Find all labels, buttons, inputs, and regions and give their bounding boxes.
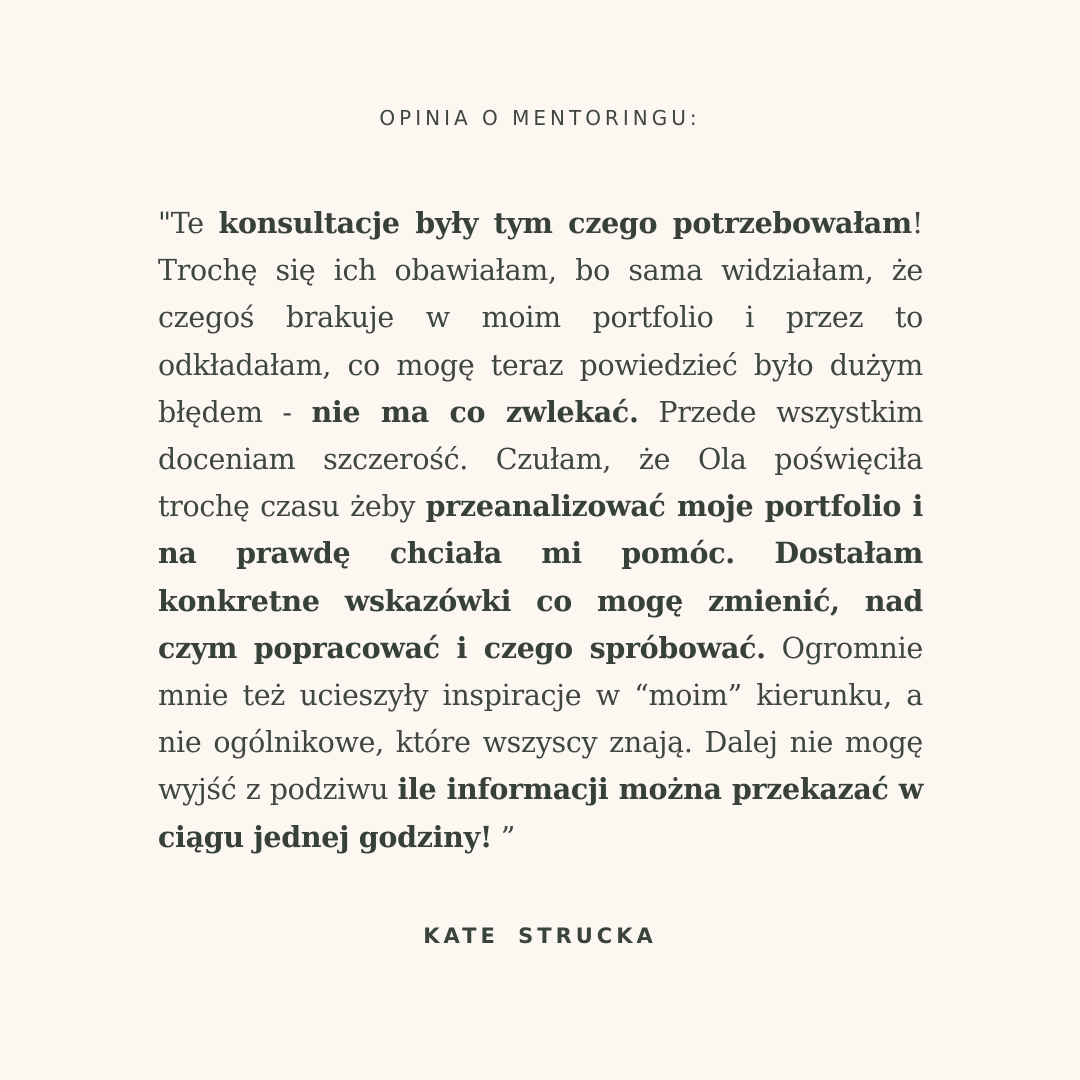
quote-segment: "Te [158, 207, 219, 240]
quote-highlight: ile informacji można przekazać w ciągu jednej godziny! [158, 772, 923, 854]
author-name: KATE STRUCKA [423, 924, 657, 948]
quote-highlight: nie ma co zwlekać. [311, 394, 639, 429]
quote-segment: Ogromnie mnie też ucieszyły inspiracje w “moim” kierunku, a nie ogólnikowe, które wszyscy znają. Dalej nie mogę wyjść z podziwu [158, 631, 923, 807]
quote-highlight: przeanalizować moje portfolio i na prawdę chciała mi pomóc. Dostałam konkretne wskazówki co mogę zmienić, nad czym popracować i czego spróbować. [158, 489, 923, 665]
quote-segment: ” [492, 820, 516, 854]
quote-segment: ! Trochę się ich obawiałam, bo sama widziałam, że czegoś brakuje w moim portfolio i przez to odkładałam, co mogę teraz powiedzieć było dużym błędem - [158, 207, 923, 429]
testimonial-quote [158, 200, 923, 861]
section-heading: OPINIA O MENTORINGU: [379, 106, 701, 130]
quote-highlight: konsultacje były tym czego potrzebowałam [218, 206, 912, 240]
quote-segment: Przede wszystkim doceniam szczerość. Czułam, że Ola poświęciła trochę czasu żeby [158, 395, 923, 524]
